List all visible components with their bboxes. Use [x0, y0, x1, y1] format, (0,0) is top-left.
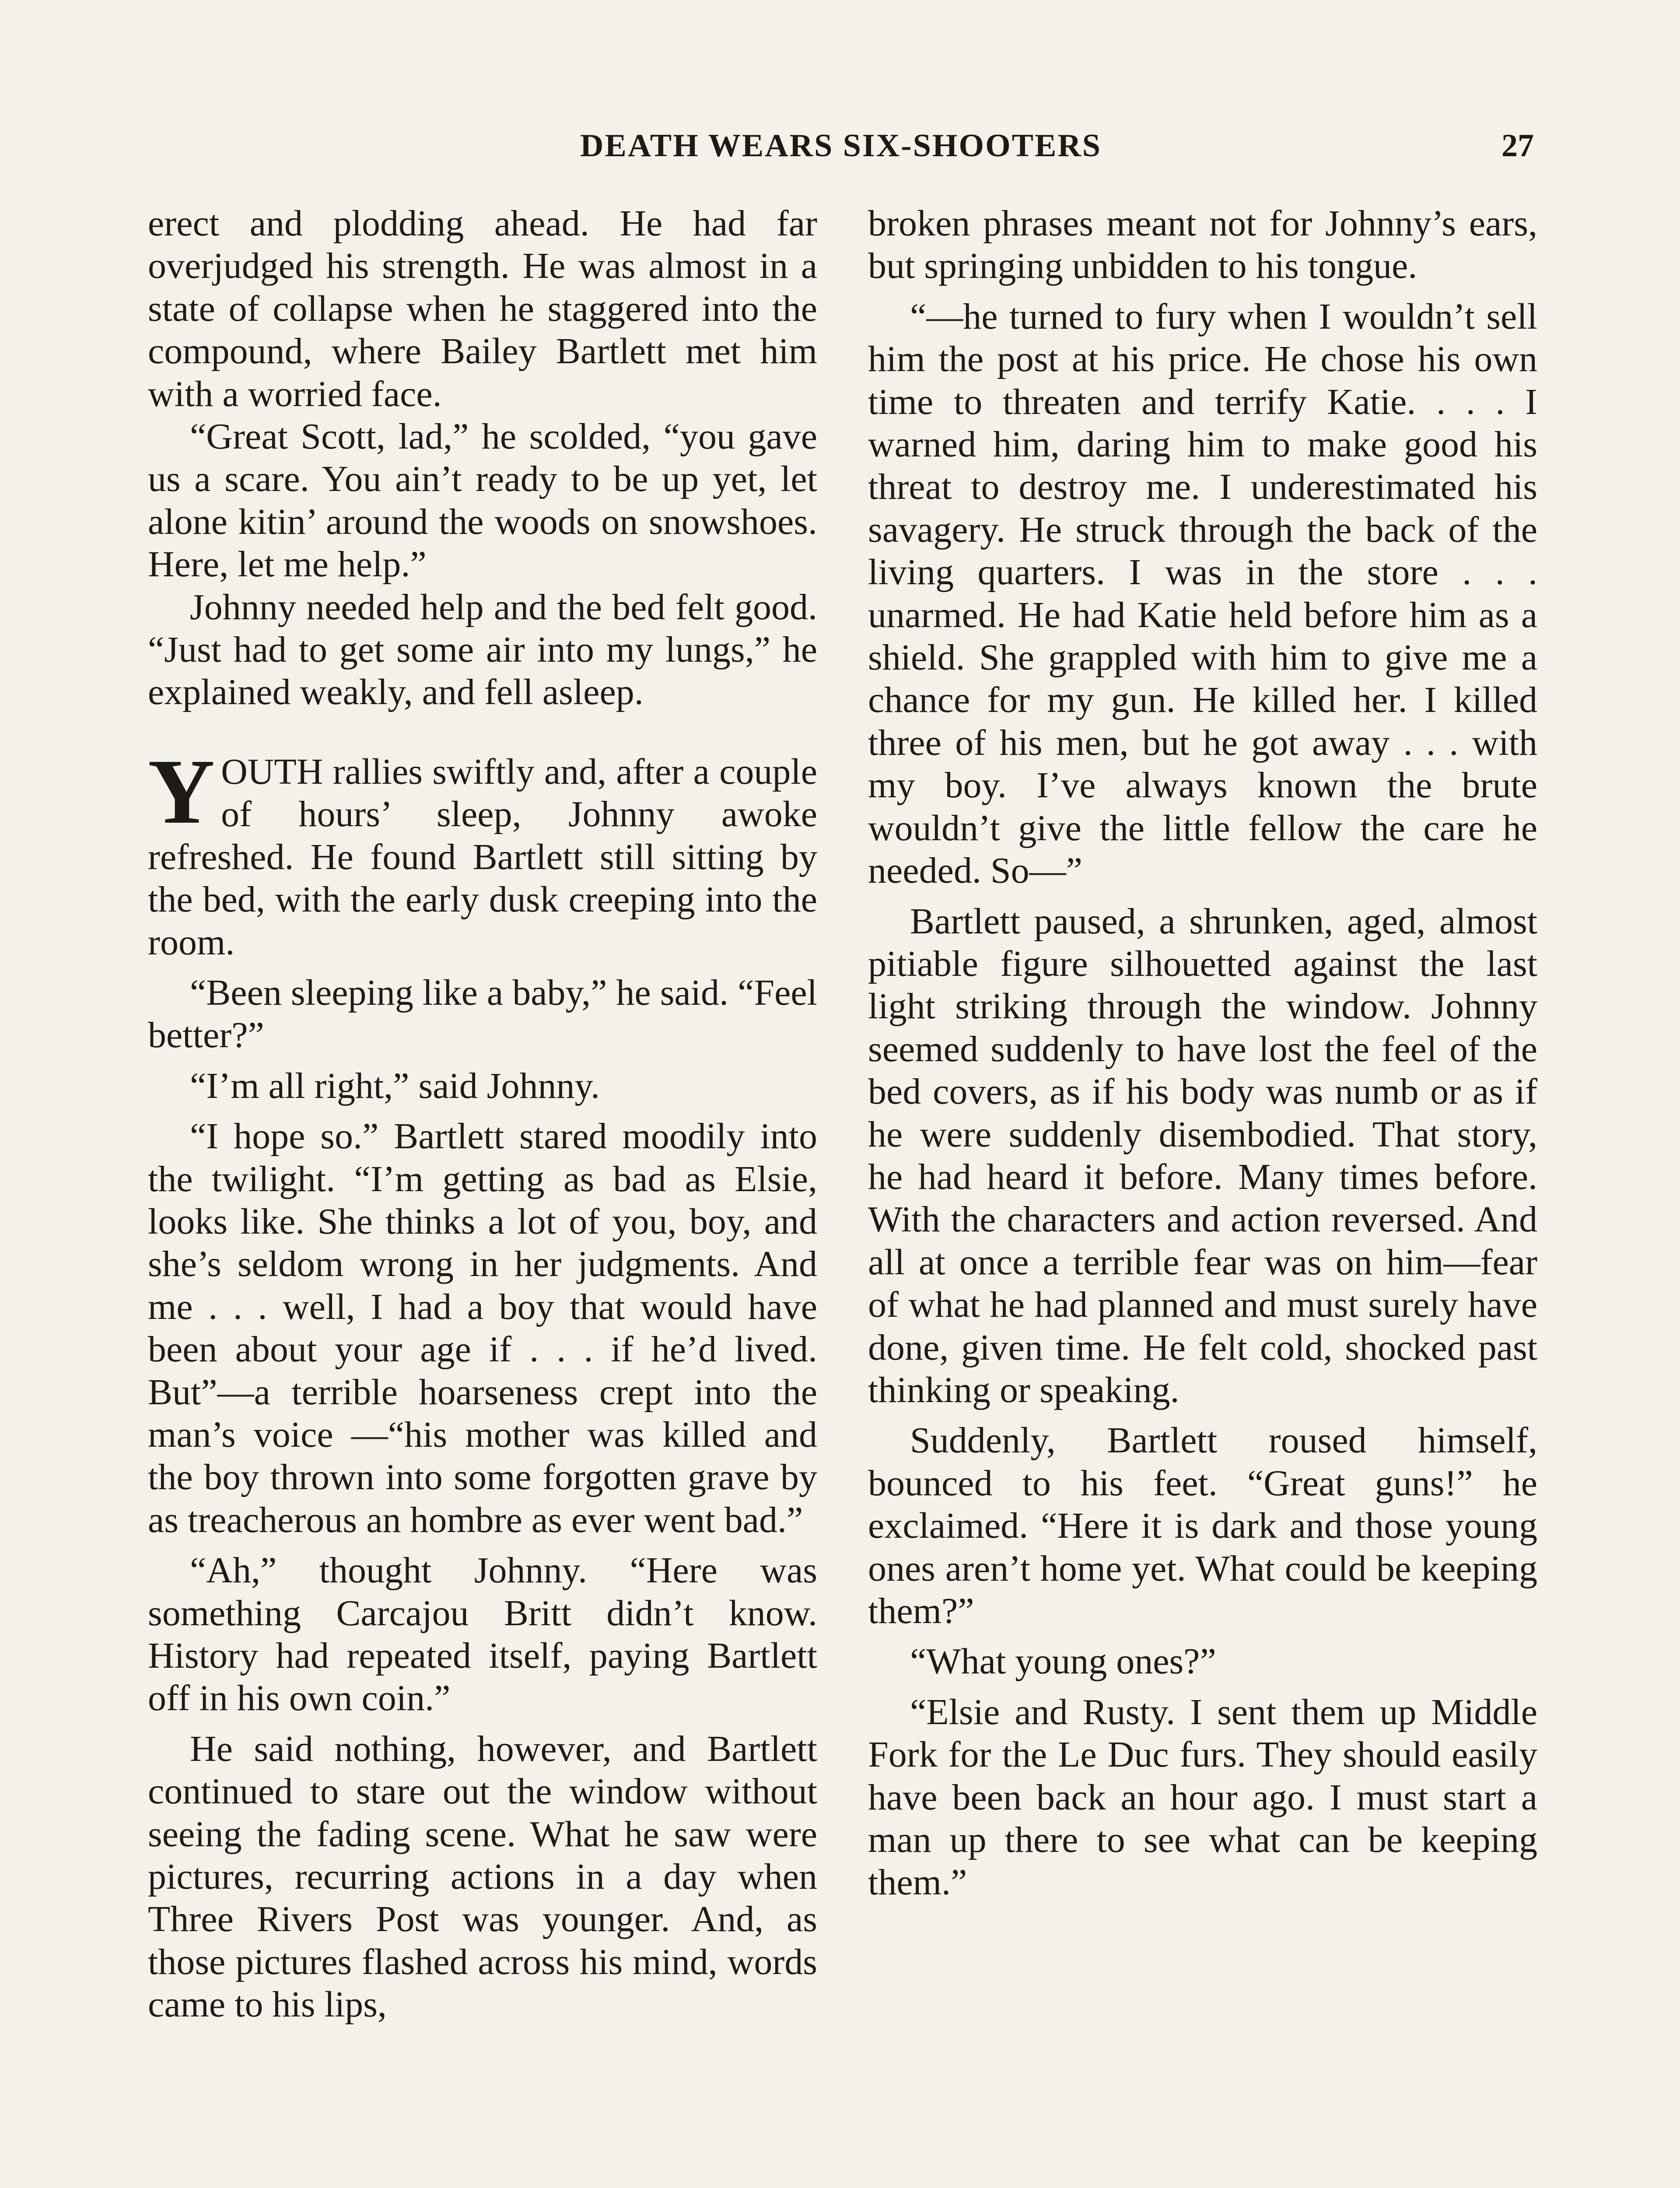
- paragraph: Bartlett paused, a shrunken, aged, almost pitiable figure silhouetted against the last light striking through the window. Johnny seemed suddenly to have lost the feel of the bed covers, as if his body was numb or as if he were suddenly disembodied. That story, he had heard it before. Many times before. With the characters and action reversed. And all at once a terrible fear was on him—fear of what he had planned and must surely have done, given time. He felt cold, shocked past thinking or speaking.: [868, 901, 1537, 1410]
- left-column: [148, 202, 817, 2026]
- paragraph: He said nothing, however, and Bartlett continued to stare out the window without seeing the fading scene. What he saw were pictures, recurring actions in a day when Three Rivers Post was younger. And, as those pictures flashed across his mind, words came to his lips,: [148, 1728, 817, 2025]
- paragraph: “I’m all right,” said Johnny.: [190, 1065, 600, 1106]
- running-title: DEATH WEARS SIX-SHOOTERS: [580, 128, 1102, 164]
- paragraph: erect and plodding ahead. He had far overjudged his strength. He was almost in a state of collapse when he staggered into the compound, where Bailey Bartlett met him with a worried face.: [148, 203, 817, 414]
- paragraph: broken phrases meant not for Johnny’s ears, but springing unbidden to his tongue.: [868, 203, 1537, 287]
- paragraph: “What young ones?”: [910, 1641, 1216, 1682]
- paragraph: Johnny needed help and the bed felt good. “Just had to get some air into my lungs,” he explained weakly, and fell asleep.: [148, 586, 817, 713]
- paragraph: “Elsie and Rusty. I sent them up Middle Fork for the Le Duc furs. They should easily have been back an hour ago. I must start a man up there to see what can be keeping them.”: [868, 1691, 1537, 1903]
- right-column: [868, 202, 1537, 1904]
- paragraph: “Great Scott, lad,” he scolded, “you gave us a scare. You ain’t ready to be up yet, let alone kitin’ around the woods on snowshoes. Here, let me help.”: [148, 416, 817, 585]
- section-start-paragraph: [148, 740, 817, 964]
- paragraph: “Ah,” thought Johnny. “Here was something Carcajou Britt didn’t know. History had repeated itself, paying Bartlett off in his own coin.”: [148, 1550, 817, 1719]
- running-head: [148, 126, 1534, 165]
- paragraph: “I hope so.” Bartlett stared moodily into the twilight. “I’m getting as bad as Elsie, looks like. She thinks a lot of you, boy, and she’s seldom wrong in her judgments. And me . . . well, I had a boy that would have been about your age if . . . if he’d lived. But”—a terrible hoarseness crept into the man’s voice —“his mother was killed and the boy thrown into some forgotten grave by as treacherous an hombre as ever went bad.”: [148, 1116, 817, 1540]
- drop-cap: Y: [148, 740, 215, 843]
- page-number: 27: [1502, 128, 1534, 164]
- section-start-text: OUTH rallies swiftly and, after a couple of hours’ sleep, Johnny awoke refreshed. He found Bartlett still sitting by the bed, with the early dusk creeping into the room.: [148, 751, 817, 963]
- paragraph: “—he turned to fury when I wouldn’t sell him the post at his price. He chose his own time to threaten and terrify Katie. . . . I warned him, daring him to make good his threat to destroy me. I underestimated his savagery. He struck through the back of the living quarters. I was in the store . . . unarmed. He had Katie held before him as a shield. She grappled with him to give me a chance for my gun. He killed her. I killed three of his men, but he got away . . . with my boy. I’ve always known the brute wouldn’t give the little fellow the care he needed. So—”: [868, 296, 1537, 891]
- paragraph: “Been sleeping like a baby,” he said. “Feel better?”: [148, 972, 817, 1056]
- paragraph: Suddenly, Bartlett roused himself, bounced to his feet. “Great guns!” he exclaimed. “Here it is dark and those young ones aren’t home yet. What could be keeping them?”: [868, 1420, 1537, 1631]
